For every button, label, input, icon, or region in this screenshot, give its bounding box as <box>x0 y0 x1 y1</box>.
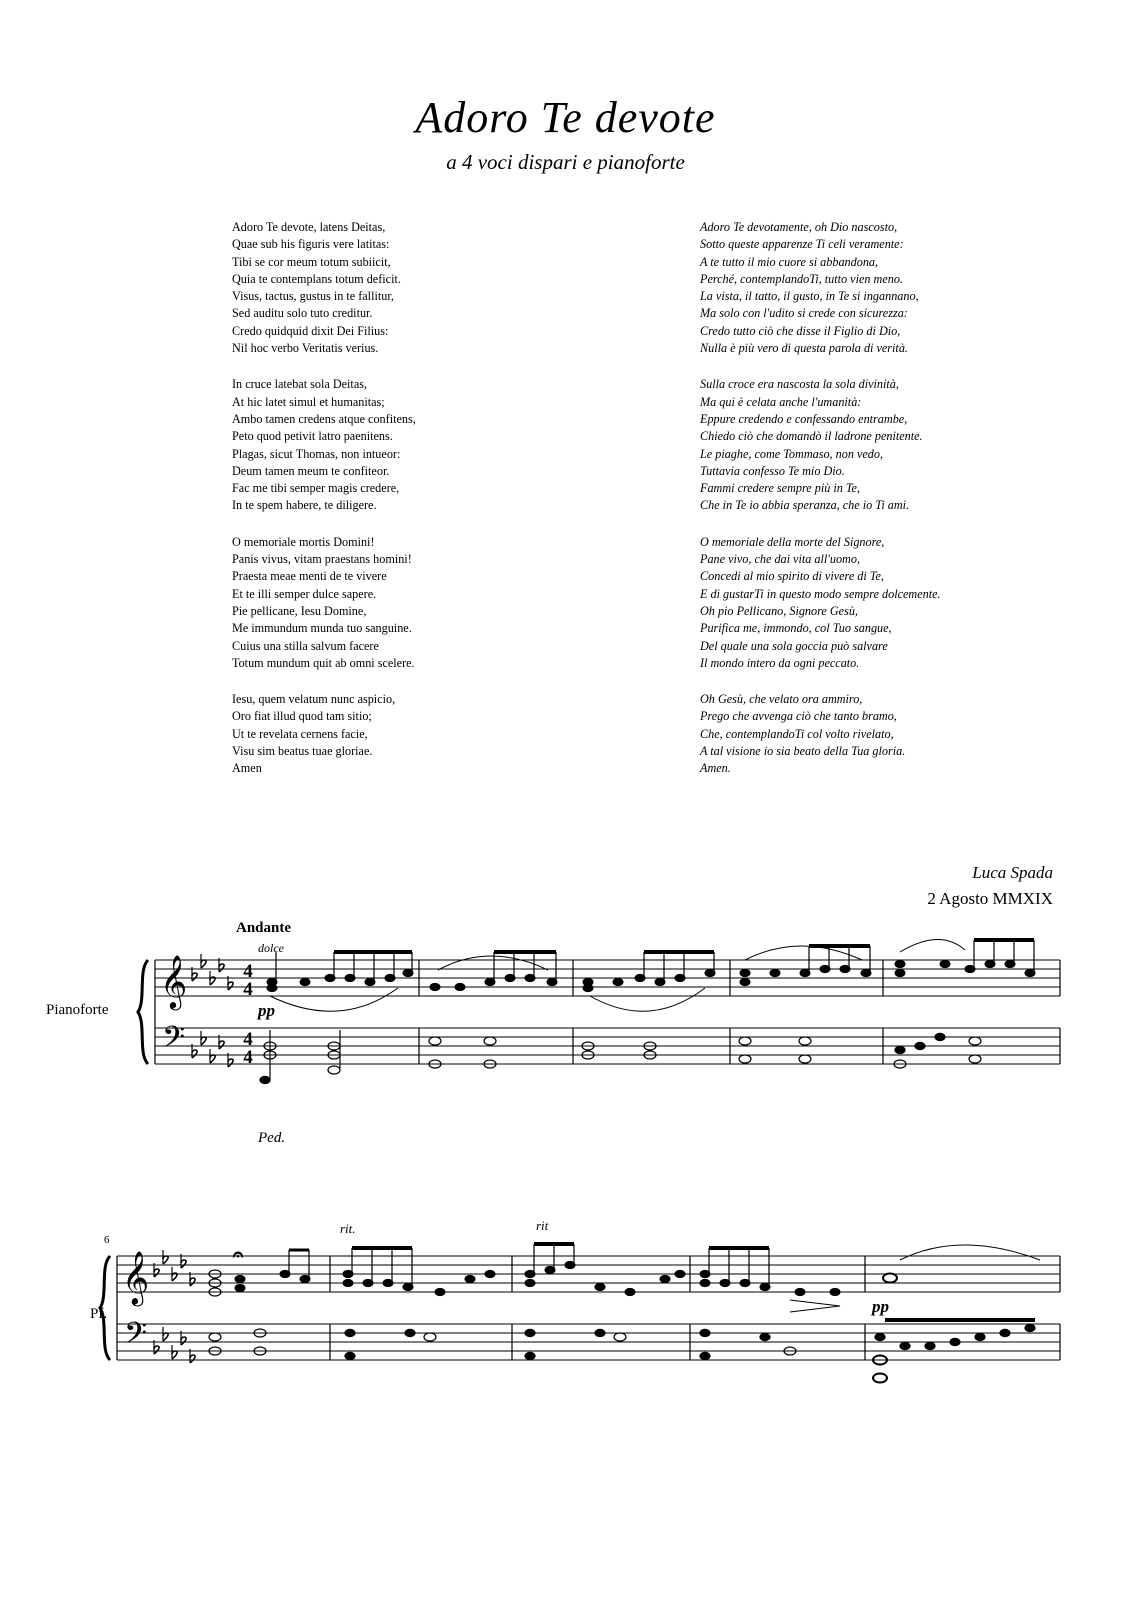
svg-text:𝄐: 𝄐 <box>233 1244 244 1265</box>
poem-line: Sed auditu solo tuto creditur. <box>232 306 373 321</box>
instrument-name: Pianoforte <box>46 1002 109 1018</box>
poem-line: Amen <box>232 761 262 776</box>
poem-line: Panis vivus, vitam praestans homini! <box>232 552 412 567</box>
music-score <box>0 920 1131 1600</box>
poem-line: E di gustarTi in questo modo sempre dolcemente. <box>700 586 941 601</box>
poem-line: Ma solo con l'udito si crede con sicurezza: <box>700 306 908 321</box>
composer-block <box>927 860 1053 912</box>
poem-line: Che in Te io abbia speranza, che io Ti ami. <box>700 498 910 513</box>
poem-line: Amen. <box>700 761 731 776</box>
poem-line: Purifica me, immondo, col Tuo sangue, <box>700 621 892 636</box>
poem-line: A te tutto il mio cuore si abbandona, <box>700 254 879 269</box>
treble-notes-2 <box>209 1244 1040 1312</box>
tempo-marking: Andante <box>236 920 292 936</box>
poem-line: Pie pellicane, Iesu Domine, <box>232 603 367 618</box>
svg-text:4: 4 <box>243 979 253 1000</box>
measure-number: 6 <box>104 1234 110 1246</box>
poem-line: Prego che avvenga ciò che tanto bramo, <box>700 709 897 724</box>
grand-staff-brace <box>138 960 148 1064</box>
svg-text:4: 4 <box>243 1029 253 1050</box>
treble-staff-1 <box>155 960 1060 996</box>
treble-clef-icon-2: 𝄞 <box>122 1250 150 1304</box>
treble-notes-1 <box>267 939 1035 1011</box>
poem-line: Visu sim beatus tuae gloriae. <box>232 744 373 759</box>
poem-line: Che, contemplandoTi col volto rivelato, <box>700 726 894 741</box>
poem-line: Nulla è più vero di questa parola di verità. <box>700 341 908 356</box>
italian-text <box>700 219 1090 797</box>
poem-line: Plagas, sicut Thomas, non intueor: <box>232 446 401 461</box>
poem-line: Me immundum munda tuo sanguine. <box>232 621 412 636</box>
poem-line: Tibi se cor meum totum subiicit, <box>232 254 391 269</box>
poem-line: Oh pio Pellicano, Signore Gesù, <box>700 603 858 618</box>
stanza <box>232 376 632 514</box>
key-signature-treble-2 <box>154 1250 195 1286</box>
poem-line: Fammi credere sempre più in Te, <box>700 481 860 496</box>
poem-line: Iesu, quem velatum nunc aspicio, <box>232 692 396 707</box>
stanza <box>700 691 1090 777</box>
svg-text:4: 4 <box>243 1047 253 1068</box>
expression-dolce: dolce <box>258 941 284 955</box>
piece-subtitle: a 4 voci dispari e pianoforte <box>446 150 685 174</box>
stanza <box>232 691 632 777</box>
composition-date: 2 Agosto MMXIX <box>927 889 1053 908</box>
poem-line: Oro fiat illud quod tam sitio; <box>232 709 372 724</box>
poem-line: Deum tamen meum te confiteor. <box>232 463 390 478</box>
key-signature-bass-1 <box>192 1031 233 1067</box>
poem-line: A tal visione io sia beato della Tua gloria. <box>700 744 906 759</box>
poem-line: Quae sub his figuris vere latitas: <box>232 237 390 252</box>
poem-line: Nil hoc verbo Veritatis verius. <box>232 341 379 356</box>
poem-line: Credo quidquid dixit Dei Filius: <box>232 323 389 338</box>
poem-line: Tuttavia confesso Te mio Dio. <box>700 463 845 478</box>
bass-clef-icon: 𝄢 <box>162 1021 186 1062</box>
dynamic-pp-2: pp <box>872 1297 889 1316</box>
poem-line: Fac me tibi semper magis credere, <box>232 481 400 496</box>
poem-line: Eppure credendo e confessando entrambe, <box>700 411 908 426</box>
latin-text <box>232 219 632 797</box>
poem-line: Praesta meae menti de te vivere <box>232 569 387 584</box>
poem-line: In cruce latebat sola Deitas, <box>232 377 368 392</box>
bass-notes-1 <box>260 1030 981 1084</box>
key-signature-treble-1 <box>192 954 233 990</box>
treble-clef-icon: 𝄞 <box>160 954 188 1008</box>
bass-clef-icon-2: 𝄢 <box>124 1317 148 1358</box>
key-signature-bass-2 <box>154 1327 195 1363</box>
pedal-marking: Ped. <box>258 1130 286 1146</box>
stanza <box>700 376 1090 514</box>
piece-title: Adoro Te devote <box>415 93 716 142</box>
poem-line: Visus, tactus, gustus in te fallitur, <box>232 289 394 304</box>
poem-line: In te spem habere, te diligere. <box>232 498 377 513</box>
stanza <box>232 534 632 672</box>
poem-line: Sotto queste apparenze Ti celi veramente: <box>700 237 904 252</box>
stanza <box>700 219 1090 357</box>
poem-line: Del quale una sola goccia può salvare <box>700 638 888 653</box>
composer-name: Luca Spada <box>972 863 1053 882</box>
stanza <box>232 219 632 357</box>
barlines-1 <box>419 960 1060 1064</box>
poem-line: O memoriale della morte del Signore, <box>700 534 885 549</box>
system-2 <box>90 1218 1060 1383</box>
system-1 <box>46 920 1060 1146</box>
poem-line: Oh Gesù, che velato ora ammiro, <box>700 692 863 707</box>
poem-line: Chiedo ciò che domandò il ladrone penitente. <box>700 429 923 444</box>
treble-staff-2 <box>117 1256 1060 1292</box>
stanza <box>700 534 1090 672</box>
rit-marking-2: rit <box>536 1218 549 1233</box>
instrument-short-name: Pf. <box>90 1306 108 1322</box>
poem-line: La vista, il tatto, il gusto, in Te si ingannano, <box>700 289 919 304</box>
poem-line: Credo tutto ciò che disse il Figlio di Dio, <box>700 323 901 338</box>
poem-line: Concedi al mio spirito di vivere di Te, <box>700 569 884 584</box>
poem-line: At hic latet simul et humanitas; <box>232 394 385 409</box>
poem-line: Adoro Te devote, latens Deitas, <box>232 220 386 234</box>
poem-line: Pane vivo, che dai vita all'uomo, <box>700 552 860 567</box>
poem-line: O memoriale mortis Domini! <box>232 534 375 549</box>
poem-line: Ma qui è celata anche l'umanità: <box>700 394 862 409</box>
poem-line: Il mondo intero da ogni peccato. <box>700 655 860 670</box>
poem-line: Et te illi semper dulce sapere. <box>232 586 377 601</box>
poem-line: Peto quod petivit latro paenitens. <box>232 429 393 444</box>
poem-line: Sulla croce era nascosta la sola divinità, <box>700 377 899 392</box>
svg-text:4: 4 <box>243 961 253 982</box>
poem-line: Adoro Te devotamente, oh Dio nascosto, <box>700 220 898 234</box>
poem-line: Cuius una stilla salvum facere <box>232 638 379 653</box>
poem-line: Ut te revelata cernens facie, <box>232 726 368 741</box>
poem-line: Quia te contemplans totum deficit. <box>232 271 401 286</box>
poem-line: Totum mundum quit ab omni scelere. <box>232 655 415 670</box>
dynamic-pp: pp <box>258 1001 275 1020</box>
time-signature <box>243 961 253 1068</box>
poem-line: Perché, contemplandoTi, tutto vien meno. <box>700 271 903 286</box>
rit-marking-1: rit. <box>340 1221 356 1236</box>
poem-line: Le piaghe, come Tommaso, non vedo, <box>700 446 884 461</box>
poem-line: Ambo tamen credens atque confitens, <box>232 411 416 426</box>
